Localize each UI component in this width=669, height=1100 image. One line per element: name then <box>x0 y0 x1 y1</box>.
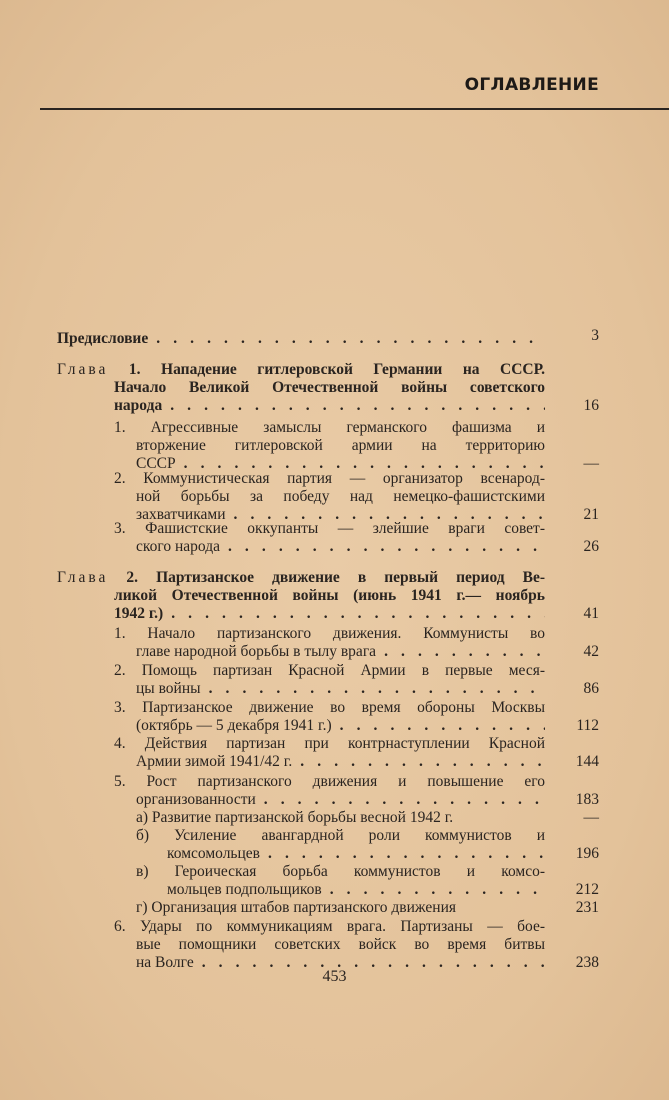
toc-line <box>136 791 545 809</box>
toc-entry-text: захватчиками <box>136 505 226 523</box>
toc-page-number[interactable]: — <box>583 454 599 472</box>
toc-page-number[interactable]: — <box>583 809 599 826</box>
toc-entry-text: цы войны <box>136 679 201 697</box>
toc-entry-text: 2. Помощь партизан Красной Армии в первые меся- <box>114 662 545 679</box>
toc-line <box>136 643 545 661</box>
dot-leader <box>330 881 545 899</box>
toc-line <box>57 569 545 587</box>
toc-line <box>114 587 545 605</box>
dot-leader <box>228 538 545 556</box>
toc-line <box>136 863 545 881</box>
toc-entry-text: 4. Действия партизан при контрнаступлении Красной <box>114 735 545 752</box>
dot-leader <box>156 330 545 348</box>
toc-page-number[interactable]: 231 <box>575 899 599 916</box>
toc-page-number[interactable]: 42 <box>583 642 599 660</box>
dot-leader <box>300 753 545 771</box>
toc-entry-text: а) Развитие партизанской борьбы весной 1942 г. <box>136 809 454 826</box>
toc-page-number[interactable]: 238 <box>575 953 599 971</box>
dot-leader <box>264 791 545 809</box>
toc-entry-text: вторжение гитлеровской армии на территорию <box>136 436 545 454</box>
toc-page-number[interactable]: 26 <box>583 537 599 555</box>
toc-line <box>167 845 545 863</box>
toc-entry-text: мольцев подпольщиков <box>167 880 322 898</box>
toc-line <box>114 470 545 488</box>
toc-entry-text: ликой Отечественной войны (июнь 1941 г.— ноябрь <box>114 586 545 604</box>
toc-line <box>114 918 545 936</box>
toc-entry-text: г) Организация штабов партизанского движения <box>136 899 457 916</box>
toc-line <box>136 717 545 735</box>
toc-page-number[interactable]: 3 <box>591 327 599 344</box>
toc-line <box>114 605 545 623</box>
dot-leader <box>384 643 545 661</box>
dot-leader <box>170 397 545 415</box>
toc-entry-text: 5. Рост партизанского движения и повышение его <box>114 773 545 790</box>
toc-page-number[interactable]: 21 <box>583 505 599 523</box>
page-number: 453 <box>322 968 347 985</box>
toc-line <box>136 809 545 827</box>
dot-leader <box>209 680 545 698</box>
toc-entry-text: б) Усиление авангардной роли коммунистов и <box>136 827 545 844</box>
toc-page-number[interactable]: 183 <box>575 790 599 808</box>
chapter-prefix: Глава <box>57 569 109 586</box>
toc-entry-text: 1. Нападение гитлеровской Германии на СССР. <box>108 361 545 378</box>
toc-line <box>57 361 545 379</box>
toc-entry-text: 1942 г.) <box>114 604 164 622</box>
toc-line <box>114 397 545 415</box>
toc-entry-text: 2. Партизанское движение в первый период Ве- <box>108 569 545 586</box>
toc-line <box>114 662 545 680</box>
toc-line <box>114 699 545 717</box>
toc-page-number[interactable]: 16 <box>583 396 599 414</box>
toc-entry-text: 2. Коммунистическая партия — организатор всенарод- <box>114 470 545 487</box>
toc-entry-text: комсомольцев <box>167 844 260 862</box>
toc-entry-text: ского народа <box>136 537 220 555</box>
toc-line <box>136 538 545 556</box>
toc-entry-text: организованности <box>136 790 256 808</box>
toc-line <box>167 881 545 899</box>
toc-page-number[interactable]: 144 <box>575 752 599 770</box>
toc-line <box>114 419 545 437</box>
toc-entry-text: главе народной борьбы в тылу врага <box>136 642 377 660</box>
toc-entry-text: на Волге <box>136 953 194 971</box>
toc-entry-text: (октябрь — 5 декабря 1941 г.) <box>136 716 332 734</box>
toc-line <box>136 827 545 845</box>
toc-entry-text: 1. Агрессивные замыслы германского фашизма и <box>114 419 545 436</box>
toc-page-number[interactable]: 212 <box>575 880 599 898</box>
toc-line <box>114 379 545 397</box>
toc-line <box>136 437 545 455</box>
running-header: ОГЛАВЛЕНИЕ <box>464 75 599 95</box>
dot-leader <box>268 845 545 863</box>
toc-entry-text: 3. Партизанское движение во время обороны Москвы <box>114 699 545 716</box>
toc-entry-text: Армии зимой 1941/42 г. <box>136 752 293 770</box>
toc-entry-text: вые помощники советских войск во время битвы <box>136 935 545 953</box>
toc-page-number[interactable]: 41 <box>583 604 599 622</box>
toc-entry-text: 6. Удары по коммуникациям врага. Партизаны — бое- <box>114 918 545 935</box>
toc-entry-text: в) Героическая борьба коммунистов и комсо- <box>136 863 545 880</box>
toc-entry-title <box>57 361 545 379</box>
toc-line <box>114 773 545 791</box>
toc-page-number[interactable]: 112 <box>576 716 599 734</box>
toc-entry-title <box>57 569 545 587</box>
toc-entry-text: Начало Великой Отечественной войны советского <box>114 378 545 396</box>
toc-entry-text: СССР <box>136 454 176 472</box>
toc-entry-text: Предисловие <box>57 330 149 347</box>
toc-page-number[interactable]: 196 <box>575 844 599 862</box>
toc-entry-text: народа <box>114 396 163 414</box>
toc-entry-text: ной борьбы за победу над немецко-фашистскими <box>136 487 545 505</box>
toc-line <box>136 753 545 771</box>
toc-line <box>136 936 545 954</box>
header-rule <box>40 108 669 110</box>
dot-leader <box>340 717 545 735</box>
toc-line <box>136 899 545 917</box>
toc-line <box>114 625 545 643</box>
toc-page-number[interactable]: 86 <box>583 679 599 697</box>
toc-line <box>136 488 545 506</box>
toc-line <box>114 735 545 753</box>
dot-leader <box>171 605 545 623</box>
toc-entry-text: 3. Фашистские оккупанты — злейшие враги совет- <box>114 520 545 537</box>
toc-line <box>114 520 545 538</box>
toc-entry-text: 1. Начало партизанского движения. Коммунисты во <box>114 625 545 642</box>
chapter-prefix: Глава <box>57 361 109 378</box>
toc-line <box>136 680 545 698</box>
toc-line <box>57 330 545 348</box>
